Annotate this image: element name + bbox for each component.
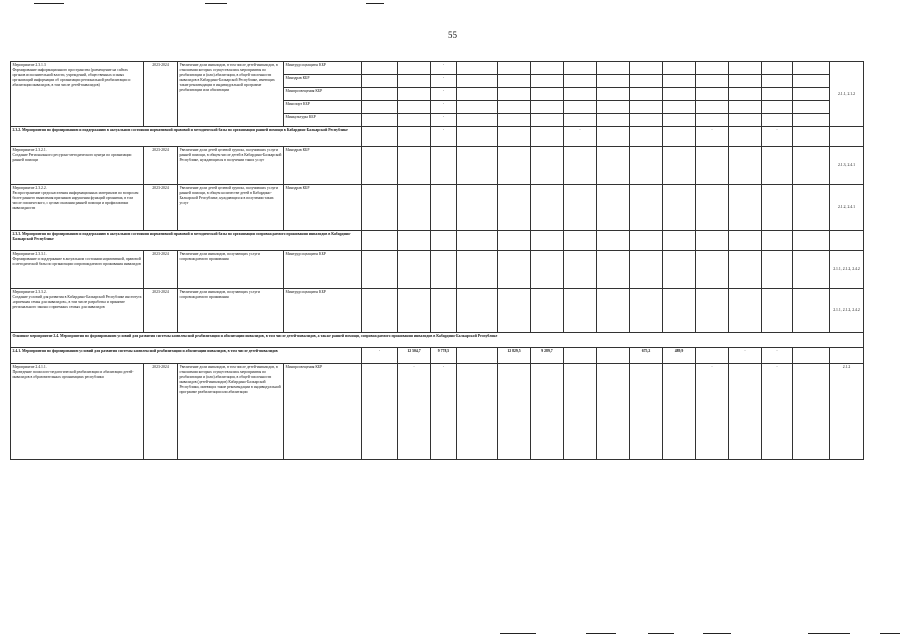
bottom-rule xyxy=(648,633,674,634)
measure-result: Увеличение доли детей целевой группы, получивших услуги ранней помощи, в общем числе детей в Кабардино-Балкарской Республике, нуждающихся в получении таких услуг xyxy=(178,147,284,185)
executor: Минтрудсоцзащиты КБР xyxy=(284,251,362,289)
value-cell: - xyxy=(762,348,793,364)
measure-name: Мероприятие 2.3.2.1. Создание Регионального ресурсно-методического центра по организации ранней помощи xyxy=(11,147,144,185)
indicator-code: 2.1.1, 2.1.2 xyxy=(830,62,864,127)
indicator-code: 2.1.1, 2.1.2, 2.4.2 xyxy=(830,251,864,289)
value-cell: 12 829,5 xyxy=(498,348,531,364)
indicator-code: 2.1.3, 2.4.1 xyxy=(830,147,864,185)
page-number: 55 xyxy=(448,30,457,40)
value-cell: - xyxy=(762,127,793,147)
measure-name: Мероприятие 2.3.3.1. Формирование и поддержание в актуальном состоянии нормативной, правовой и методической базы по организации сопровождаемого проживания инвалидов xyxy=(11,251,144,289)
value-cell: - xyxy=(431,114,457,127)
value-cell: - xyxy=(564,127,597,147)
indicator-code: 2.1.1, 2.1.2, 2.4.2 xyxy=(830,289,864,333)
value-cell: 489,9 xyxy=(663,348,696,364)
executor: Минздрав КБР xyxy=(284,185,362,231)
section-row xyxy=(11,231,864,251)
value-cell: 9 778,5 xyxy=(431,348,457,364)
value-cell: - xyxy=(431,62,457,75)
value-cell: - xyxy=(431,127,457,147)
section-title: 2.4.1. Мероприятия по формированию условий для развития системы комплексной реабилитации и абилитации инвалидов, в том числе детей-инвалидов xyxy=(11,348,362,364)
value-cell: - xyxy=(431,364,457,460)
value-cell: - xyxy=(762,364,793,460)
table-row xyxy=(11,185,864,231)
section-title: 2.3.2. Мероприятия по формированию и поддержанию в актуальном состоянии нормативной правовой и методической базы по организации ранней помощи в Кабардино-Балкарской Республике xyxy=(11,127,362,147)
value-cell: - xyxy=(696,127,729,147)
value-cell: 9 289,7 xyxy=(531,348,564,364)
indicator-code: 2.1.2, 2.4.1 xyxy=(830,185,864,231)
section-title: 2.3.3. Мероприятия по формированию и поддержанию в актуальном состоянии нормативной правовой и методической базы по организации сопровождаемого проживания инвалидов в Кабардино-Балкарской Республике xyxy=(11,231,362,251)
value-cell: - xyxy=(729,348,762,364)
measure-period: 2023-2024 xyxy=(144,251,178,289)
measure-period: 2023-2024 xyxy=(144,364,178,460)
value-cell: - xyxy=(398,364,431,460)
table-row xyxy=(11,147,864,185)
executor: Минпросвещения КБР xyxy=(284,88,362,101)
value-cell: - xyxy=(431,75,457,88)
measure-result: Увеличение доли инвалидов, получающих услуги сопровождаемого проживания xyxy=(178,251,284,289)
measure-period: 2023-2024 xyxy=(144,62,178,127)
bottom-rule xyxy=(808,633,850,634)
executor: Минпросвещения КБР xyxy=(284,364,362,460)
measure-name: Мероприятие 2.4.1.1. Проведение психолого-педагогической реабилитации и абилитации детей-инвалидов в образовательных организациях республики xyxy=(11,364,144,460)
task-title: Основное мероприятие 2.4. Мероприятия по формированию условий для развития системы комплексной реабилитации и абилитации инвалидов, в том числе детей-инвалидов, а также ранней помощи, сопровождаемого проживания инвалидов в Кабардино-Балкарской Республике xyxy=(11,333,864,348)
value-cell: - xyxy=(431,88,457,101)
table-row xyxy=(11,289,864,333)
top-rule xyxy=(34,3,64,4)
executor: Минкультуры КБР xyxy=(284,114,362,127)
top-rule xyxy=(366,3,384,4)
value-cell: - xyxy=(431,101,457,114)
task-row xyxy=(11,333,864,348)
bottom-rule xyxy=(500,633,536,634)
value-cell: 675,2 xyxy=(630,348,663,364)
measure-name: Мероприятие 2.3.2.2. Распространение среди населения информационных материалов по вопросам более раннего выявления признаков нарушения функций организма, в том числе психического, с целью оказания ранней помощи и профилактики инвалидности xyxy=(11,185,144,231)
measure-name: Мероприятие 2.3.1.3 Формирование информационного пространства (размещение на сайтах органов исполнительной власти, учреждений, общественных и иных организаций информации об организации региональной реабилитации и абилитации инвалидов, в том числе детей-инвалидов) xyxy=(11,62,144,127)
section-row xyxy=(11,127,864,147)
executor: Минздрав КБР xyxy=(284,75,362,88)
measure-result: Увеличение доли инвалидов, в том числе детей-инвалидов, в отношении которых осуществлялись мероприятия по реабилитации и (или) абилитации, в общей численности инвалидов в Кабардино-Балкарской Республике, имеющих такие рекомендации в индивидуальной программе реабилитации или абилитации xyxy=(178,62,284,127)
bottom-rule xyxy=(586,633,616,634)
executor: Минспорт КБР xyxy=(284,101,362,114)
table-row xyxy=(11,62,864,75)
sum-row xyxy=(11,348,864,364)
executor: Минтрудсоцзащиты КБР xyxy=(284,62,362,75)
table-row xyxy=(11,364,864,460)
value-cell: - xyxy=(362,348,398,364)
measure-result: Увеличение доли инвалидов, получающих услуги сопровождаемого проживания xyxy=(178,289,284,333)
value-cell: 12 504,7 xyxy=(398,348,431,364)
top-rule xyxy=(205,3,227,4)
executor: Минздрав КБР xyxy=(284,147,362,185)
measure-result: Увеличение доли детей целевой группы, получивших услуги ранней помощи, в общем количестве детей в Кабардино-Балкарской Республике, нуждающихся в получении таких услуг xyxy=(178,185,284,231)
value-cell: - xyxy=(696,364,729,460)
indicator-code: 2.1.2 xyxy=(830,364,864,460)
measure-result: Увеличение доли инвалидов, в том числе детей-инвалидов, в отношении которых осуществлялись мероприятия по реабилитации и (или) абилитации, в общей численности инвалидов (детей-инвалидов) Кабардино-Балкарской Республики, имеющих такие рекомендации в индивидуальной программе реабилитации или абилитации xyxy=(178,364,284,460)
measure-period: 2023-2024 xyxy=(144,147,178,185)
bottom-rule xyxy=(703,633,731,634)
bottom-rule xyxy=(880,633,900,634)
table-row xyxy=(11,251,864,289)
measure-period: 2023-2024 xyxy=(144,185,178,231)
executor: Минтрудсоцзащиты КБР xyxy=(284,289,362,333)
measure-period: 2023-2024 xyxy=(144,289,178,333)
measure-name: Мероприятие 2.3.3.2. Создание условий для развития в Кабардино-Балкарской Республике института «приемная семья для инвалидов», в том числе разработка и принятие регионального закона о приемных семьях для инвалидов xyxy=(11,289,144,333)
program-table xyxy=(10,61,864,460)
